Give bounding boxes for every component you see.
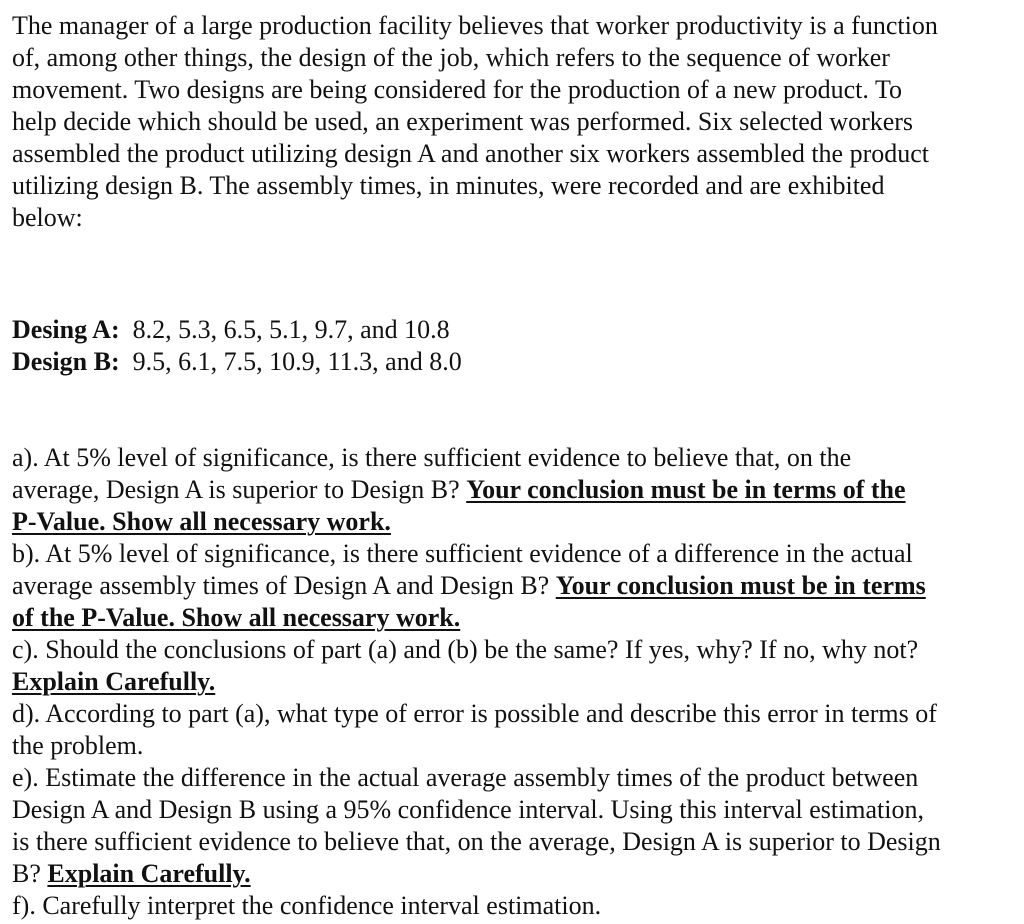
design-b-label: Design B: — [12, 347, 120, 376]
question-b-text: b). At 5% level of significance, is there sufficient evidence of a difference in the actual average assembly times of Design A and Design B? — [12, 539, 913, 600]
design-b-line — [12, 346, 1012, 378]
design-a-label: Desing A: — [12, 315, 120, 344]
question-c-instruction: Explain Carefully. — [12, 667, 216, 696]
design-b-values: 9.5, 6.1, 7.5, 10.9, 11.3, and 8.0 — [132, 347, 462, 376]
design-a-values: 8.2, 5.3, 6.5, 5.1, 9.7, and 10.8 — [132, 315, 450, 344]
question-d — [12, 698, 1012, 762]
question-c — [12, 634, 1012, 698]
question-e — [12, 762, 1012, 890]
question-e-text: e). Estimate the difference in the actual average assembly times of the product between Design A and Design B using a 95% confidence interval. Using this interval estimation, is there sufficient evidence to believe that, on the average, Design A is superior to Design B? — [12, 763, 941, 888]
question-e-instruction: Explain Carefully. — [47, 859, 251, 888]
question-b — [12, 538, 1012, 634]
assembly-times-data — [12, 314, 1012, 378]
problem-document — [12, 10, 1012, 922]
question-d-text: d). According to part (a), what type of error is possible and describe this error in terms of the problem. — [12, 699, 937, 760]
question-b-instruction: Your conclusion must be in terms of the P-Value. Show all necessary work. — [12, 571, 926, 632]
question-f-text: f). Carefully interpret the confidence interval estimation. — [12, 891, 602, 920]
question-a — [12, 442, 1012, 538]
question-list — [12, 442, 1012, 922]
question-a-text: a). At 5% level of significance, is there sufficient evidence to believe that, on the average, Design A is superior to Design B? — [12, 443, 852, 504]
design-a-line — [12, 314, 1012, 346]
question-f — [12, 890, 1012, 922]
question-c-text: c). Should the conclusions of part (a) and (b) be the same? If yes, why? If no, why not? — [12, 635, 919, 664]
question-a-instruction: Your conclusion must be in terms of the P-Value. Show all necessary work. — [12, 475, 906, 536]
problem-intro: The manager of a large production facility believes that worker productivity is a function of, among other things, the design of the job, which refers to the sequence of worker movement. Two designs are being considered for the production of a new product. To help decide which should be used, an experiment was performed. Six selected workers assembled the product utilizing design A and another six workers assembled the product utilizing design B. The assembly times, in minutes, were recorded and are exhibited below: — [12, 11, 938, 232]
